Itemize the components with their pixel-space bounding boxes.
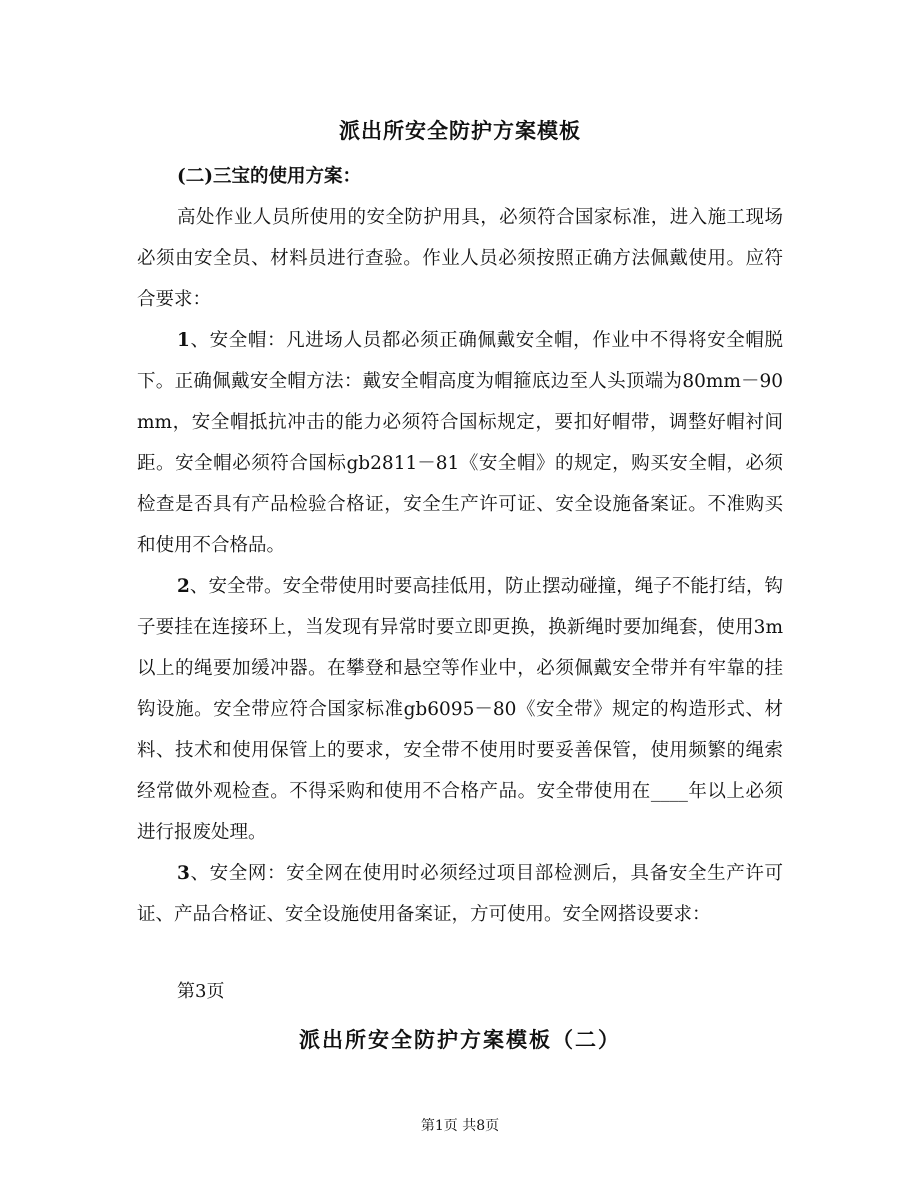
paragraph-safety-belt [137, 566, 783, 853]
paragraph-safety-net [137, 853, 783, 935]
paragraph-safety-net-text: 、安全网：安全网在使用时必须经过项目部检测后，具备安全生产许可证、产品合格证、安全设施使用备案证，方可使用。安全网搭设要求： [137, 863, 783, 925]
paragraph-safety-belt-text: 、安全带。安全带使用时要高挂低用，防止摆动碰撞，绳子不能打结，钩子要挂在连接环上，当发现有异常时要立即更换，换新绳时要加绳套，使用3m以上的绳要加缓冲器。在攀登和悬空等作业中，必须佩戴安全带并有牢靠的挂钩设施。安全带应符合国家标准gb6095－80《安全带》规定的构造形式、材料、技术和使用保管上的要求，安全带不使用时要妥善保管，使用频繁的绳索经常做外观检查。不得采购和使用不合格产品。安全带使用在____年以上必须进行报废处理。 [137, 576, 783, 843]
paragraph-helmet-text: 、安全帽：凡进场人员都必须正确佩戴安全帽，作业中不得将安全帽脱下。正确佩戴安全帽方法：戴安全帽高度为帽箍底边至人头顶端为80mm－90mm，安全帽抵抗冲击的能力必须符合国标规定，要扣好帽带，调整好帽衬间距。安全帽必须符合国标gb2811－81《安全帽》的规定，购买安全帽，必须检查是否具有产品检验合格证，安全生产许可证、安全设施备案证。不准购买和使用不合格品。 [137, 330, 783, 556]
paragraph-helmet [137, 320, 783, 566]
page-reference: 第3页 [177, 981, 225, 1002]
page-footer: 第1页 共8页 [420, 1118, 500, 1134]
paragraph-safety-belt-number: 2 [177, 576, 190, 597]
paragraph-safety-net-number: 3 [177, 863, 190, 884]
paragraph-intro [137, 197, 783, 320]
paragraph-intro-text: 高处作业人员所使用的安全防护用具，必须符合国家标准，进入施工现场必须由安全员、材料员进行查验。作业人员必须按照正确方法佩戴使用。应符合要求： [137, 207, 783, 310]
document-body [137, 156, 783, 935]
section-heading: (二)三宝的使用方案： [177, 166, 362, 187]
paragraph-helmet-number: 1 [177, 330, 190, 351]
document-title: 派出所安全防护方案模板 [339, 118, 581, 143]
next-section-title: 派出所安全防护方案模板（二） [299, 1027, 621, 1052]
